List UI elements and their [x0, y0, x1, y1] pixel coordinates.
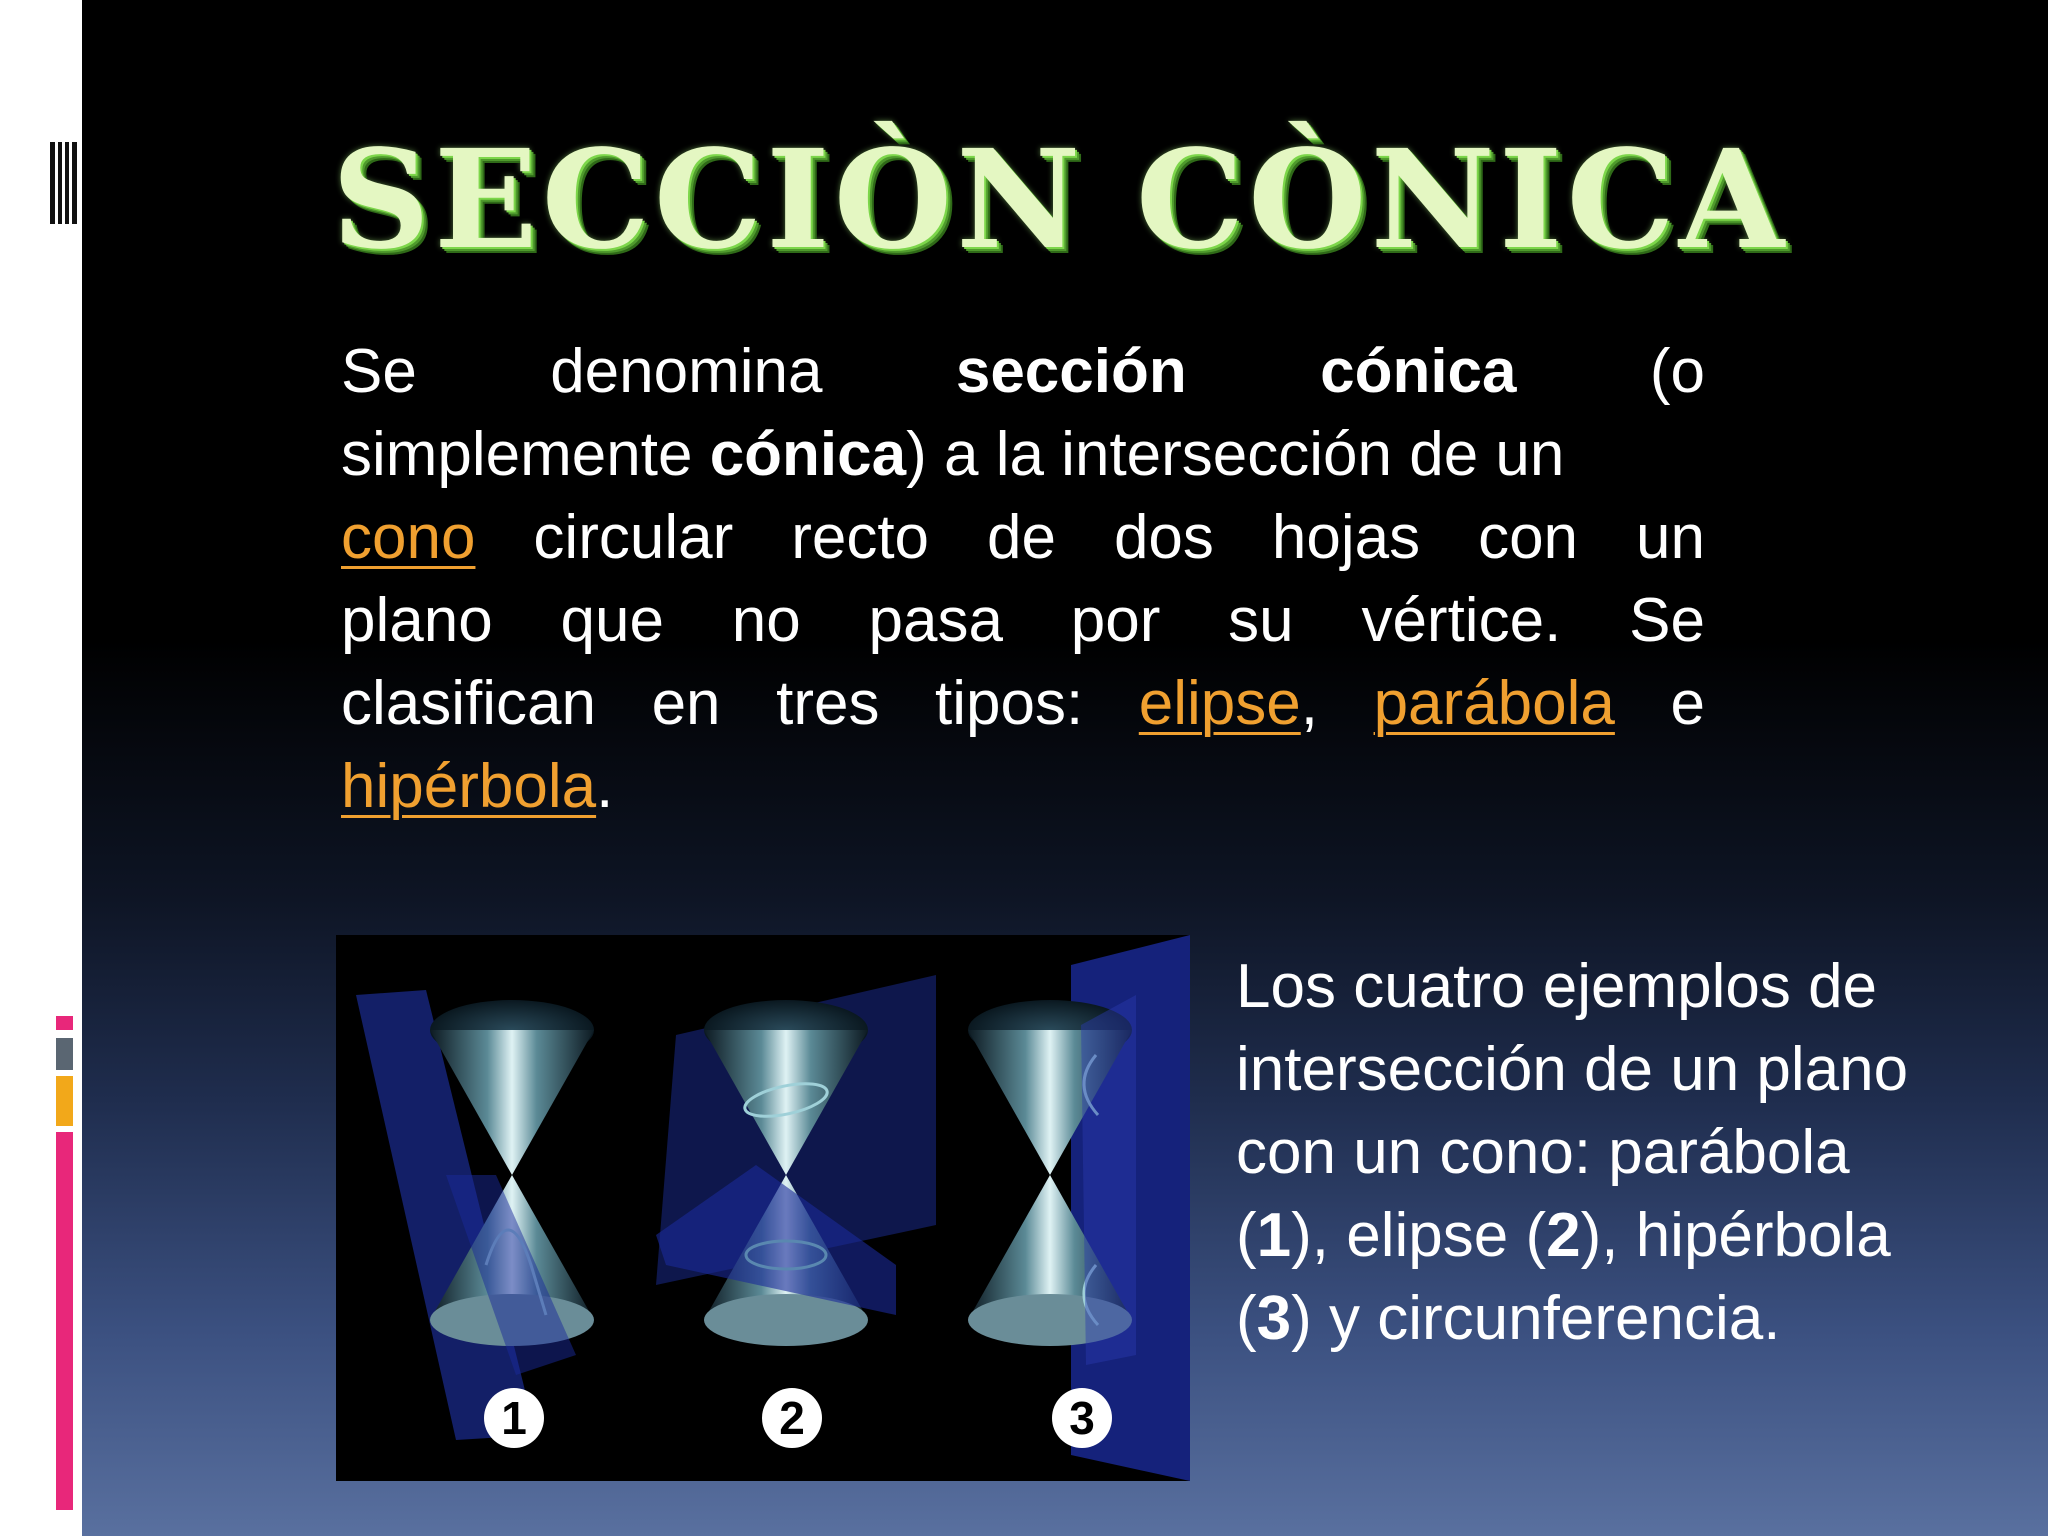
label-badge-2	[762, 1388, 822, 1448]
paragraph-line	[341, 579, 1705, 662]
deco-bar-orange	[56, 1076, 73, 1126]
bold-term: cónica	[709, 420, 907, 489]
slide-title: SECCIÒN CÒNICA	[331, 120, 1789, 280]
punct: ,	[1300, 669, 1319, 738]
word: de	[987, 503, 1056, 572]
text: ) a la intersección de un	[906, 420, 1565, 489]
cone-2	[656, 975, 936, 1346]
text: simplemente	[341, 420, 710, 489]
word: con	[1478, 503, 1579, 572]
paragraph-line	[341, 330, 1705, 413]
badge-number: 2	[779, 1392, 805, 1444]
caption-line	[1236, 1194, 1996, 1277]
text: ), hipérbola	[1580, 1201, 1891, 1270]
deco-bar-gray	[56, 1038, 73, 1070]
definition-paragraph	[341, 330, 1705, 828]
paragraph-line	[341, 496, 1705, 579]
link-group	[1139, 662, 1318, 745]
word: no	[731, 586, 801, 655]
link-hiperbola[interactable]: hipérbola	[341, 752, 597, 821]
word: en	[651, 669, 721, 738]
bold-number: 3	[1256, 1284, 1292, 1353]
cone-1	[356, 990, 594, 1440]
caption-line	[1236, 1277, 1996, 1360]
conic-sections-illustration	[336, 935, 1190, 1481]
caption-line: Los cuatro ejemplos de	[1236, 952, 1878, 1021]
word: recto	[791, 503, 930, 572]
bold-term: cónica	[1320, 337, 1517, 406]
word: (o	[1649, 337, 1705, 406]
label-badge-1	[484, 1388, 544, 1448]
word: hojas	[1271, 503, 1421, 572]
punct: .	[596, 752, 614, 821]
word: pasa	[868, 586, 1003, 655]
paragraph-line	[341, 413, 1705, 496]
text: (	[1236, 1201, 1257, 1270]
word: tipos:	[935, 669, 1084, 738]
cutting-plane-front	[1081, 995, 1136, 1365]
word: vértice.	[1361, 586, 1562, 655]
deco-bar-pink	[56, 1016, 73, 1030]
conic-sections-figure	[336, 935, 1190, 1481]
word: clasifican	[341, 669, 596, 738]
figure-caption	[1236, 945, 1996, 1360]
bold-number: 1	[1256, 1201, 1292, 1270]
word: Se	[1629, 586, 1705, 655]
word: denomina	[550, 337, 823, 406]
word: plano	[341, 586, 493, 655]
word: que	[560, 586, 664, 655]
caption-line: con un cono: parábola	[1236, 1118, 1850, 1187]
deco-bar-pink-long	[56, 1132, 73, 1510]
text: (	[1236, 1284, 1257, 1353]
badge-number: 3	[1069, 1392, 1095, 1444]
word: Se	[341, 337, 417, 406]
paragraph-line	[341, 662, 1705, 745]
word: por	[1070, 586, 1161, 655]
link-elipse[interactable]: elipse	[1138, 669, 1301, 738]
bold-number: 2	[1546, 1201, 1581, 1270]
word: circular	[533, 503, 734, 572]
caption-line: intersección de un plano	[1236, 1035, 1909, 1104]
bold-term: sección	[955, 337, 1187, 406]
word: tres	[776, 669, 880, 738]
text: ) y circunferencia.	[1291, 1284, 1781, 1353]
paragraph-line	[341, 745, 1705, 828]
line-text	[341, 413, 1564, 496]
text: ), elipse (	[1291, 1201, 1547, 1270]
label-badge-3	[1052, 1388, 1112, 1448]
word: e	[1670, 669, 1705, 738]
word: dos	[1113, 503, 1214, 572]
word: su	[1228, 586, 1294, 655]
badge-number: 1	[501, 1392, 527, 1444]
word: un	[1636, 503, 1705, 572]
link-cono[interactable]: cono	[341, 503, 476, 572]
link-parabola[interactable]: parábola	[1373, 669, 1615, 738]
